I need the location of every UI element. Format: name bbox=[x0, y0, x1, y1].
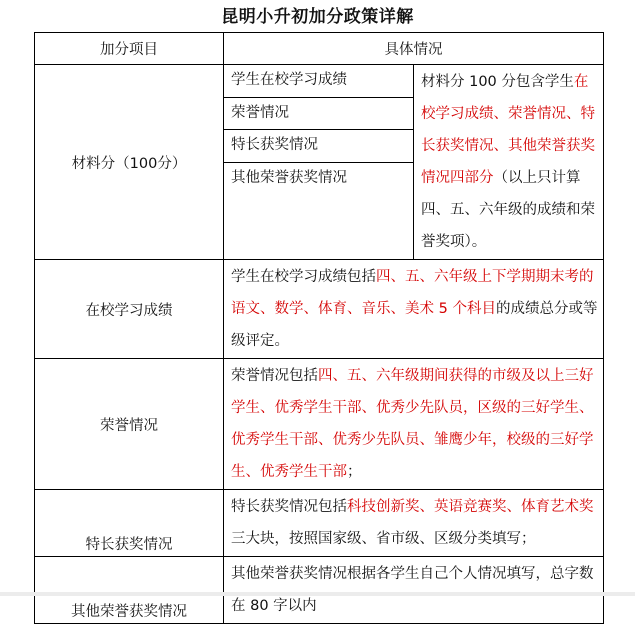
row-item-label: 特长获奖情况 bbox=[35, 490, 224, 557]
row-detail bbox=[224, 359, 604, 490]
detail-text: 荣誉情况包括 bbox=[231, 368, 318, 384]
table-row bbox=[35, 557, 604, 624]
row-item-label: 其他荣誉获奖情况 bbox=[35, 557, 224, 624]
table-row bbox=[35, 65, 604, 98]
row-detail bbox=[224, 490, 604, 557]
detail-text: 的成绩总分或等级评定。 bbox=[231, 301, 598, 349]
detail-text: 特长获奖情况包括 bbox=[231, 499, 347, 515]
detail-text: ； bbox=[347, 464, 362, 480]
note-text: （以上只计算四、五、六年级的成绩和荣誉奖项）。 bbox=[421, 170, 595, 250]
header-item: 加分项目 bbox=[35, 33, 224, 65]
detail-highlight: 四、五、六年级上下学期期末考的语文、数学、体育、音乐、美术 5 个科目 bbox=[231, 269, 594, 317]
row-item-label bbox=[35, 65, 224, 260]
detail-highlight: 科技创新奖、英语竞赛奖、体育艺术奖 bbox=[347, 499, 594, 515]
document-title: 昆明小升初加分政策详解 bbox=[221, 7, 414, 27]
table-row bbox=[35, 260, 604, 359]
row-item-label: 荣誉情况 bbox=[35, 359, 224, 490]
row-note bbox=[414, 65, 604, 260]
row-item-label: 在校学习成绩 bbox=[35, 260, 224, 359]
row-detail bbox=[224, 260, 604, 359]
sub-item: 特长获奖情况 bbox=[224, 130, 414, 163]
row-item-text: 材料分（100分） bbox=[71, 155, 187, 172]
row-detail bbox=[224, 557, 604, 624]
sub-item: 学生在校学习成绩 bbox=[224, 65, 414, 98]
table-row bbox=[35, 490, 604, 557]
sub-item: 其他荣誉获奖情况 bbox=[224, 162, 414, 260]
detail-highlight: 四、五、六年级期间获得的市级及以上三好学生、优秀学生干部、优秀少先队员，区级的三好学生、优秀学生干部、优秀少先队员、雏鹰少年，校级的三好学生、优秀学生干部 bbox=[231, 368, 594, 480]
sub-item: 荣誉情况 bbox=[224, 97, 414, 130]
detail-text: 三大块，按照国家级、省市级、区级分类填写； bbox=[231, 531, 536, 547]
table-header-row bbox=[35, 33, 604, 65]
bottom-edge bbox=[0, 592, 635, 596]
detail-text: 学生在校学习成绩包括 bbox=[231, 269, 376, 285]
policy-table bbox=[34, 32, 604, 624]
table-row bbox=[35, 359, 604, 490]
header-detail: 具体情况 bbox=[224, 33, 604, 65]
note-highlight: 在校学习成绩、荣誉情况、特长获奖情况、其他荣誉获奖情况四部分 bbox=[421, 74, 595, 186]
detail-text: 其他荣誉获奖情况根据各学生自己个人情况填写，总字数在 80 字以内 bbox=[231, 566, 594, 614]
note-text: 材料分 100 分包含学生 bbox=[421, 74, 574, 90]
